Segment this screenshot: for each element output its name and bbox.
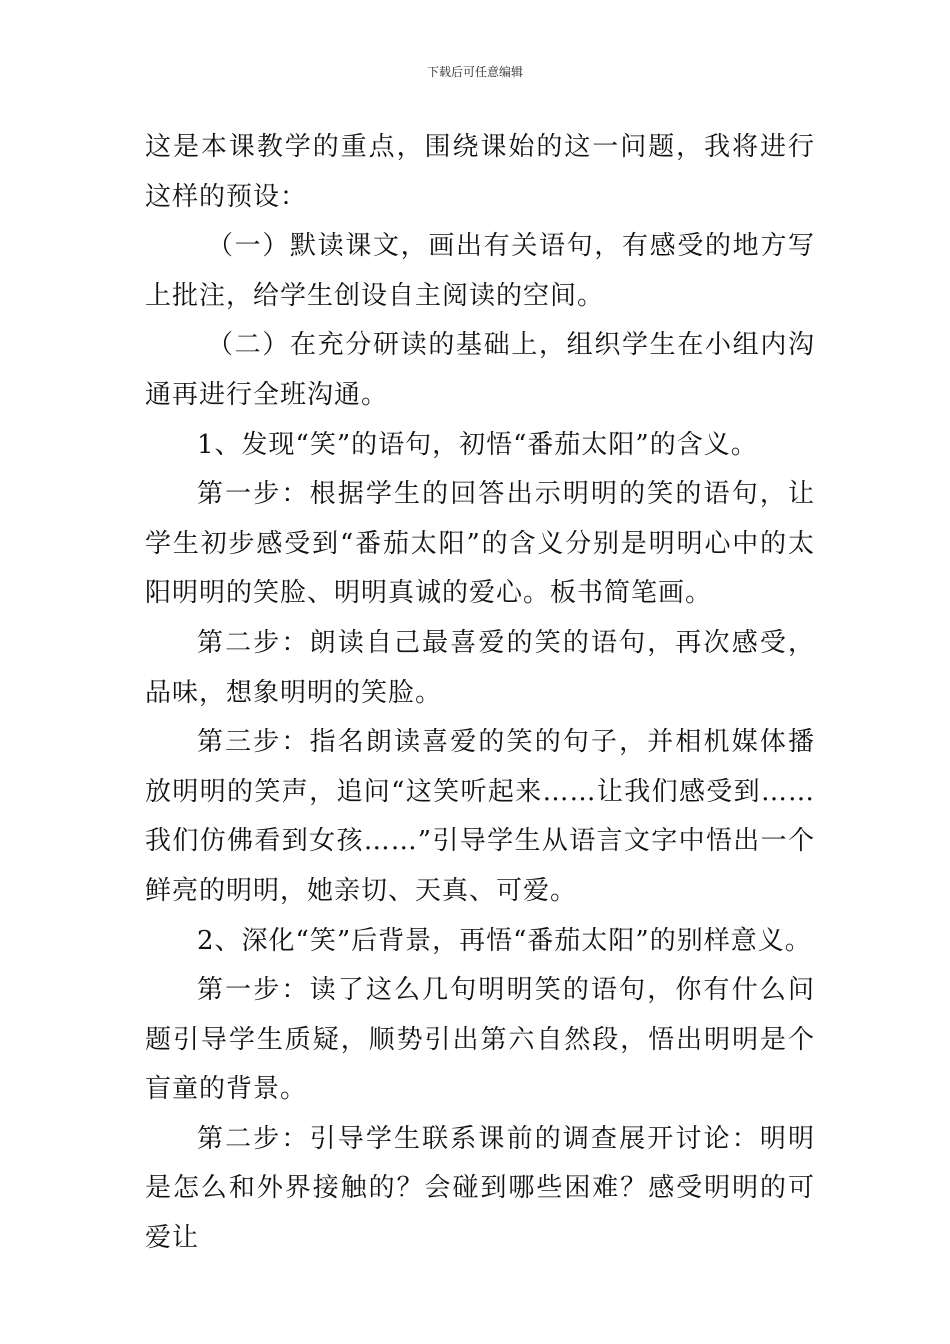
- paragraph-2: （一）默读课文，画出有关语句，有感受的地方写上批注，给学生创设自主阅读的空间。: [145, 231, 815, 311]
- paragraph-4: 1、发现“笑”的语句，初悟“番茄太阳”的含义。: [197, 429, 758, 460]
- paragraph-10: 第二步：引导学生联系课前的调查展开讨论：明明是怎么和外界接触的？会碰到哪些困难？感受明明的可爱让: [145, 1123, 815, 1254]
- paragraph-9: 第一步：读了这么几句明明笑的语句，你有什么问题引导学生质疑，顺势引出第六自然段，悟出明明是个盲童的背景。: [145, 975, 815, 1105]
- paragraph-3: （二）在充分研读的基础上，组织学生在小组内沟通再进行全班沟通。: [145, 330, 815, 410]
- paragraph-6: 第二步：朗读自己最喜爱的笑的语句，再次感受，品味，想象明明的笑脸。: [145, 627, 815, 708]
- page-header-note: 下载后可任意编辑: [426, 65, 523, 79]
- paragraph-7: 第三步：指名朗读喜爱的笑的句子，并相机媒体播放明明的笑声，追问“这笑听起来……让我们感受到……我们仿佛看到女孩……”引导学生从语言文字中悟出一个鲜亮的明明，她亲切、天真、可爱。: [145, 727, 815, 906]
- document-body: [145, 123, 815, 1264]
- paragraph-1: 这是本课教学的重点，围绕课始的这一问题，我将进行这样的预设：: [145, 132, 815, 212]
- paragraph-5: 第一步：根据学生的回答出示明明的笑的语句，让学生初步感受到“番茄太阳”的含义分别是明明心中的太阳明明的笑脸、明明真诚的爱心。板书简笔画。: [145, 479, 815, 609]
- paragraph-8: 2、深化“笑”后背景，再悟“番茄太阳”的别样意义。: [197, 925, 812, 956]
